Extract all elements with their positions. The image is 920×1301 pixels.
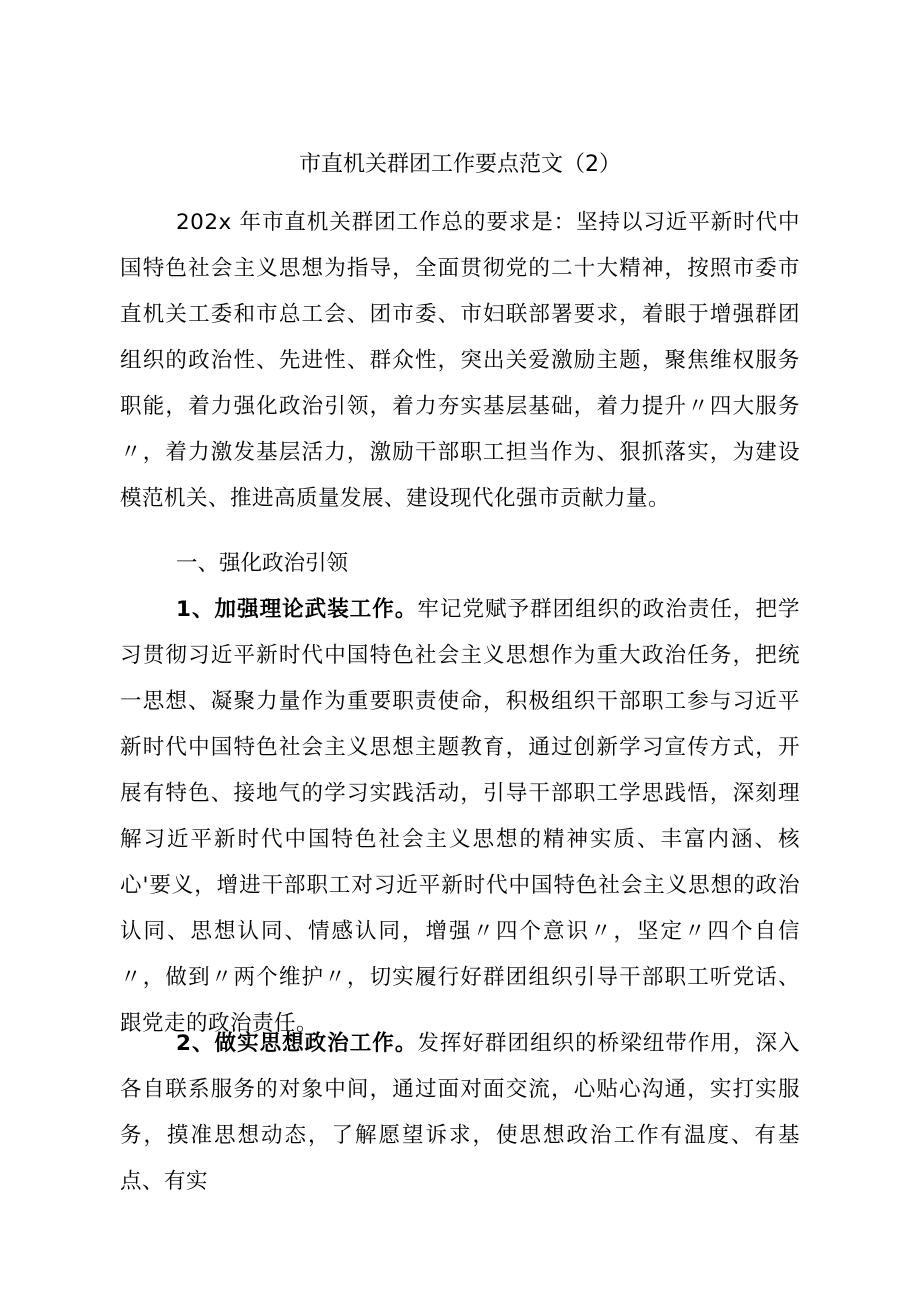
item-1-body: 牢记党赋予群团组织的政治责任，把学习贯彻习近平新时代中国特色社会主义思想作为重大政治任务，把统一思想、凝聚力量作为重要职责使命，积极组织干部职工参与习近平新时代中国特色社会主义思想主题教育，通过创新学习宣传方式，开展有特色、接地气的学习实践活动，引导干部职工学思践悟，深刻理解习近平新时代中国特色社会主义思想的精神实质、丰富内涵、核心'要义，增进干部职工对习近平新时代中国特色社会主义思想的政治认同、思想认同、情感认同，增强〃四个意识〃，坚定〃四个自信〃，做到〃两个维护〃，切实履行好群团组织引导干部职工听党话、跟党走的政治责任。	[120, 597, 800, 1036]
item-1-paragraph	[120, 587, 800, 1047]
document-title: 市直机关群团工作要点范文（2）	[299, 152, 621, 177]
item-2-body: 发挥好群团组织的桥梁纽带作用，深入各自联系服务的对象中间，通过面对面交流，心贴心沟通，实打实服务，摸准思想动态，了解愿望诉求，使思想政治工作有温度、有基点、有实	[120, 1031, 800, 1194]
section-heading: 一、强化政治引领	[176, 551, 349, 576]
item-2-paragraph	[120, 1021, 800, 1205]
item-1-content	[120, 587, 800, 1047]
intro-text: 202x 年市直机关群团工作总的要求是：坚持以习近平新时代中国特色社会主义思想为指导，全面贯彻党的二十大精神，按照市委市直机关工委和市总工会、团市委、市妇联部署要求，着眼于增强群团组织的政治性、先进性、群众性，突出关爱激励主题，聚焦维权服务职能，着力强化政治引领，着力夯实基层基础，着力提升〃四大服务〃，着力激发基层活力，激励干部职工担当作为、狠抓落实，为建设模范机关、推进高质量发展、建设现代化强市贡献力量。	[120, 210, 800, 511]
item-2-lead: 2、做实思想政治工作。	[176, 1031, 418, 1056]
intro-paragraph	[120, 200, 800, 522]
item-2-content	[120, 1021, 800, 1205]
item-1-lead: 1、加强理论武装工作。	[176, 597, 418, 622]
